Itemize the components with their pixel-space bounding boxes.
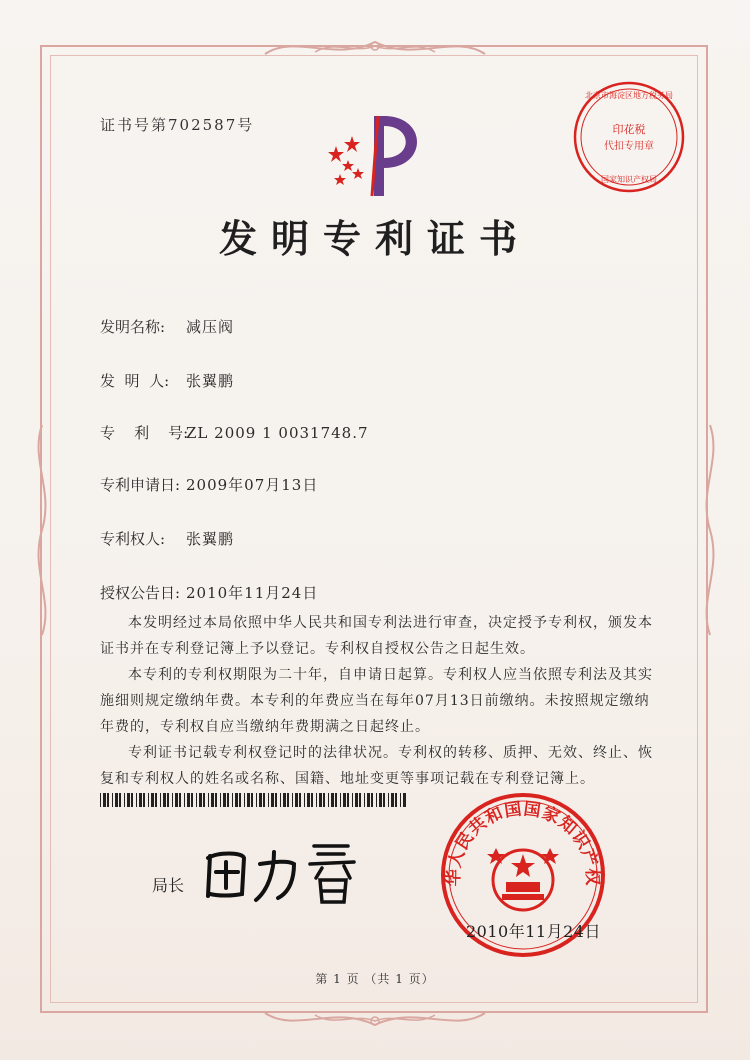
barcode-bar (100, 793, 101, 807)
barcode-bar (391, 793, 394, 807)
bottom-ornament (255, 1005, 495, 1035)
barcode-bar (367, 793, 370, 807)
barcode-bar (191, 793, 193, 807)
barcode-bar (343, 793, 346, 807)
seal-text: 华人民共和国国家知识产权 (443, 799, 603, 887)
barcode-bar (136, 793, 137, 807)
barcode-bar (143, 793, 145, 807)
top-ornament (255, 32, 495, 62)
barcode-bar (379, 793, 382, 807)
barcode-bar (107, 793, 109, 807)
patentee-field (100, 528, 234, 549)
barcode-bar (223, 793, 226, 807)
barcode-bar (292, 793, 293, 807)
grant-date-value: 2010年11月24日 (186, 584, 319, 602)
barcode-bar (244, 793, 245, 807)
director-label: 局长 (152, 876, 185, 895)
barcode-bar (307, 793, 310, 807)
inventor-field (100, 370, 234, 391)
certificate-body (100, 610, 660, 792)
barcode-bar (215, 793, 217, 807)
barcode-bar (268, 793, 269, 807)
barcode-bar (203, 793, 205, 807)
barcode-bar (196, 793, 197, 807)
barcode-bar (179, 793, 181, 807)
body-paragraph: 本专利的专利权期限为二十年，自申请日起算。专利权人应当依照专利法及其实施细则规定缴纳年费。本专利的年费应当在每年07月13日前缴纳。未按照规定缴纳年费的，专利权自应当缴纳年费期满之日起终止。 (100, 667, 653, 735)
grant-date-field (100, 582, 318, 603)
patentee-label: 专利权人: (100, 530, 166, 548)
barcode-bar (323, 793, 325, 807)
left-ornament (30, 420, 54, 640)
grant-date-label: 授权公告日: (100, 584, 181, 602)
barcode-bar (247, 793, 250, 807)
application-date-field (100, 474, 318, 495)
barcode-bar (275, 793, 277, 807)
barcode-bar (112, 793, 113, 807)
certificate-number: 证书号第702587号 (100, 116, 255, 134)
barcode-bar (148, 793, 149, 807)
barcode-bar (283, 793, 286, 807)
barcode-bar (172, 793, 173, 807)
barcode-bar (103, 793, 106, 807)
barcode-bar (139, 793, 142, 807)
barcode-bar (340, 793, 341, 807)
barcode-bar (347, 793, 349, 807)
barcode-bar (280, 793, 281, 807)
barcode-bar (295, 793, 298, 807)
barcode-bar (271, 793, 274, 807)
patent-office-logo-icon (318, 108, 438, 198)
barcode-bar (395, 793, 397, 807)
tax-stamp-line-3: 代扣专用章 (604, 141, 654, 152)
invention-name-value: 减压阀 (186, 318, 235, 336)
barcode-bar (304, 793, 305, 807)
barcode-bar (335, 793, 337, 807)
barcode-bar (319, 793, 322, 807)
barcode-bar (239, 793, 241, 807)
barcode-bar (287, 793, 289, 807)
tax-stamp (570, 78, 688, 196)
patent-number-field (100, 422, 369, 443)
barcode-bar (235, 793, 238, 807)
patentee-value: 张翼鹏 (186, 530, 235, 548)
barcode-bar (163, 793, 166, 807)
barcode-bar (151, 793, 154, 807)
barcode-bar (383, 793, 385, 807)
barcode-bar (331, 793, 334, 807)
barcode-bar (199, 793, 202, 807)
tax-stamp-line-2: 印花税 (612, 123, 646, 136)
inventor-label: 发 明 人: (100, 372, 170, 390)
barcode-bar (232, 793, 233, 807)
barcode-bar (131, 793, 133, 807)
invention-name-field (100, 316, 234, 337)
barcode-bar (359, 793, 361, 807)
issue-date: 2010年11月24日 (466, 922, 601, 941)
barcode-bar (187, 793, 190, 807)
barcode-bar (259, 793, 262, 807)
barcode-bar (155, 793, 157, 807)
barcode-bar (355, 793, 358, 807)
barcode (100, 792, 410, 806)
barcode-bar (124, 793, 125, 807)
right-ornament (698, 420, 722, 640)
inventor-value: 张翼鹏 (186, 372, 235, 390)
barcode-bar (388, 793, 389, 807)
barcode-bar (127, 793, 130, 807)
barcode-bar (119, 793, 121, 807)
barcode-bar (175, 793, 178, 807)
barcode-bar (376, 793, 377, 807)
barcode-bar (167, 793, 169, 807)
invention-name-label: 发明名称: (100, 318, 166, 336)
barcode-bar (403, 793, 406, 807)
patent-number-value: ZL 2009 1 0031748.7 (186, 424, 369, 442)
application-date-value: 2009年07月13日 (186, 476, 319, 494)
barcode-bar (328, 793, 329, 807)
barcode-bar (364, 793, 365, 807)
barcode-bar (160, 793, 161, 807)
patent-number-label: 专 利 号: (100, 424, 189, 442)
barcode-bar (299, 793, 301, 807)
barcode-bar (316, 793, 317, 807)
barcode-bar (400, 793, 401, 807)
tax-stamp-line-4: 国家知识产权局 (601, 175, 657, 184)
barcode-bar (208, 793, 209, 807)
application-date-label: 专利申请日: (100, 476, 181, 494)
body-paragraph: 专利证书记载专利权登记时的法律状况。专利权的转移、质押、无效、终止、恢复和专利权人的姓名或名称、国籍、地址变更等事项记载在专利登记簿上。 (100, 745, 653, 787)
tax-stamp-line-1: 北京市海淀区地方税务局 (585, 91, 673, 100)
body-paragraph: 本发明经过本局依照中华人民共和国专利法进行审查，决定授予专利权，颁发本证书并在专利登记簿上予以登记。专利权自授权公告之日起生效。 (100, 615, 653, 657)
barcode-bar (263, 793, 265, 807)
barcode-bar (352, 793, 353, 807)
page-title: 发明专利证书 (218, 216, 531, 261)
barcode-bar (227, 793, 229, 807)
barcode-bar (311, 793, 313, 807)
director-signature (198, 838, 368, 908)
barcode-bar (251, 793, 253, 807)
page-number: 第 1 页 （共 1 页） (315, 972, 435, 986)
barcode-bar (184, 793, 185, 807)
barcode-bar (115, 793, 118, 807)
barcode-bar (371, 793, 373, 807)
barcode-bar (256, 793, 257, 807)
barcode-bar (211, 793, 214, 807)
barcode-bar (220, 793, 221, 807)
